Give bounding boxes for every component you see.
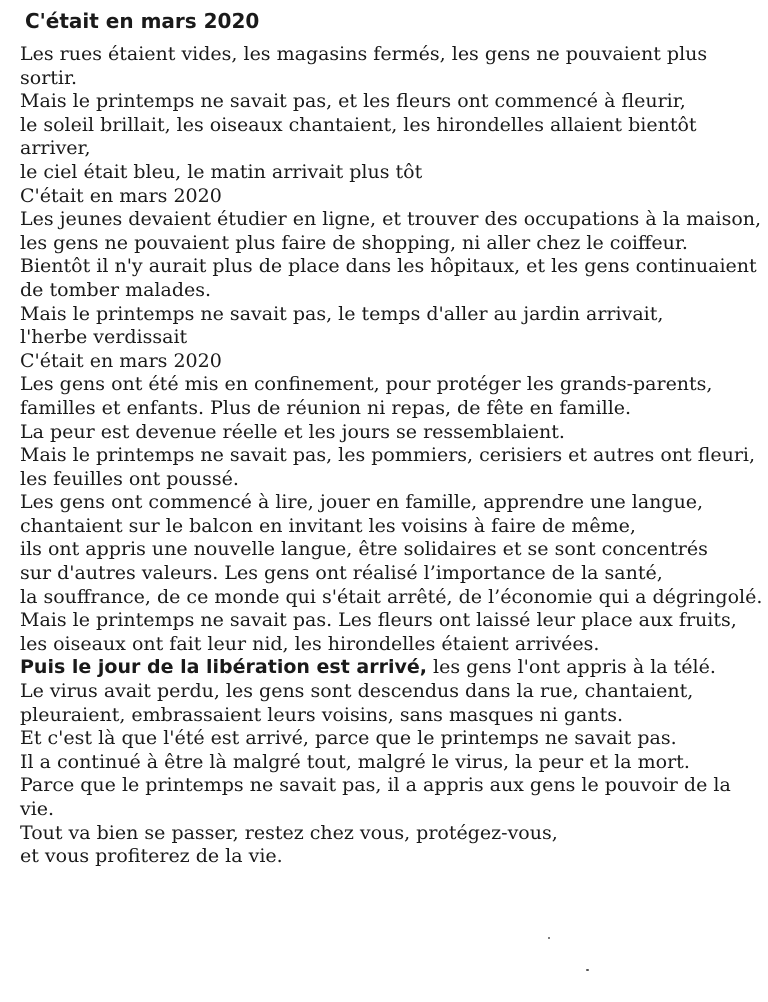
poem-line: l'herbe verdissait bbox=[20, 326, 188, 349]
poem-line: familles et enfants. Plus de réunion ni repas, de fête en famille. bbox=[20, 396, 632, 419]
poem-line: chantaient sur le balcon en invitant les voisins à faire de même, bbox=[20, 514, 636, 537]
poem-line: Les gens ont commencé à lire, jouer en famille, apprendre une langue, bbox=[20, 491, 704, 514]
liberation-rest: les gens l'ont appris à la télé. bbox=[426, 656, 716, 679]
poem-title: C'était en mars 2020 bbox=[25, 9, 260, 33]
poem-line: Le virus avait perdu, les gens sont descendus dans la rue, chantaient, bbox=[20, 680, 694, 703]
poem-line: Tout va bien se passer, restez chez vous, protégez-vous, bbox=[20, 821, 558, 844]
scan-speck bbox=[586, 969, 589, 971]
poem-line: les oiseaux ont fait leur nid, les hirondelles étaient arrivées. bbox=[20, 632, 600, 655]
poem-line: les gens ne pouvaient plus faire de shopping, ni aller chez le coiffeur. bbox=[20, 231, 688, 254]
poem-line: et vous profiterez de la vie. bbox=[20, 845, 283, 868]
poem-line: La peur est devenue réelle et les jours se ressemblaient. bbox=[20, 420, 565, 443]
poem-line: Les jeunes devaient étudier en ligne, et trouver des occupations à la maison, bbox=[20, 208, 762, 231]
poem-line: Il a continué à être là malgré tout, malgré le virus, la peur et la mort. bbox=[20, 750, 690, 773]
poem-line: ils ont appris une nouvelle langue, être solidaires et se sont concentrés bbox=[20, 538, 708, 561]
poem-line: Les gens ont été mis en confinement, pour protéger les grands-parents, bbox=[20, 373, 713, 396]
poem-line: Bientôt il n'y aurait plus de place dans les hôpitaux, et les gens continuaient bbox=[20, 255, 757, 278]
poem-line: les feuilles ont poussé. bbox=[20, 467, 239, 490]
poem-line: Mais le printemps ne savait pas, et les fleurs ont commencé à fleurir, bbox=[20, 90, 686, 113]
poem-body bbox=[20, 43, 768, 869]
poem-line: Parce que le printemps ne savait pas, il a appris aux gens le pouvoir de la bbox=[20, 774, 731, 797]
poem-line: Mais le printemps ne savait pas, le temps d'aller au jardin arrivait, bbox=[20, 302, 664, 325]
poem-line: le ciel était bleu, le matin arrivait plus tôt bbox=[20, 160, 423, 183]
poem-line: le soleil brillait, les oiseaux chantaient, les hirondelles allaient bientôt bbox=[20, 113, 697, 136]
poem-line: Mais le printemps ne savait pas, les pommiers, cerisiers et autres ont fleuri, bbox=[20, 444, 756, 467]
liberation-bold-phrase: Puis le jour de la libération est arrivé, bbox=[20, 656, 427, 679]
poem-line: C'était en mars 2020 bbox=[20, 184, 222, 207]
poem-line: sur d'autres valeurs. Les gens ont réalisé l’importance de la santé, bbox=[20, 562, 663, 585]
poem-line: sortir. bbox=[20, 66, 78, 89]
poem-line: de tomber malades. bbox=[20, 278, 212, 301]
poem-line: vie. bbox=[20, 798, 55, 820]
poem-line: la souffrance, de ce monde qui s'était arrêté, de l’économie qui a dégringolé. bbox=[20, 585, 763, 608]
poem-line: pleuraient, embrassaient leurs voisins, sans masques ni gants. bbox=[20, 703, 624, 726]
poem-line: Et c'est là que l'été est arrivé, parce que le printemps ne savait pas. bbox=[20, 727, 677, 750]
poem-line: Mais le printemps ne savait pas. Les fleurs ont laissé leur place aux fruits, bbox=[20, 609, 737, 632]
scan-speck bbox=[548, 937, 550, 939]
poem-line: C'était en mars 2020 bbox=[20, 349, 222, 372]
liberation-line bbox=[20, 656, 768, 680]
poem-line: arriver, bbox=[20, 137, 91, 160]
poem-line: Les rues étaient vides, les magasins fermés, les gens ne pouvaient plus bbox=[20, 43, 708, 65]
